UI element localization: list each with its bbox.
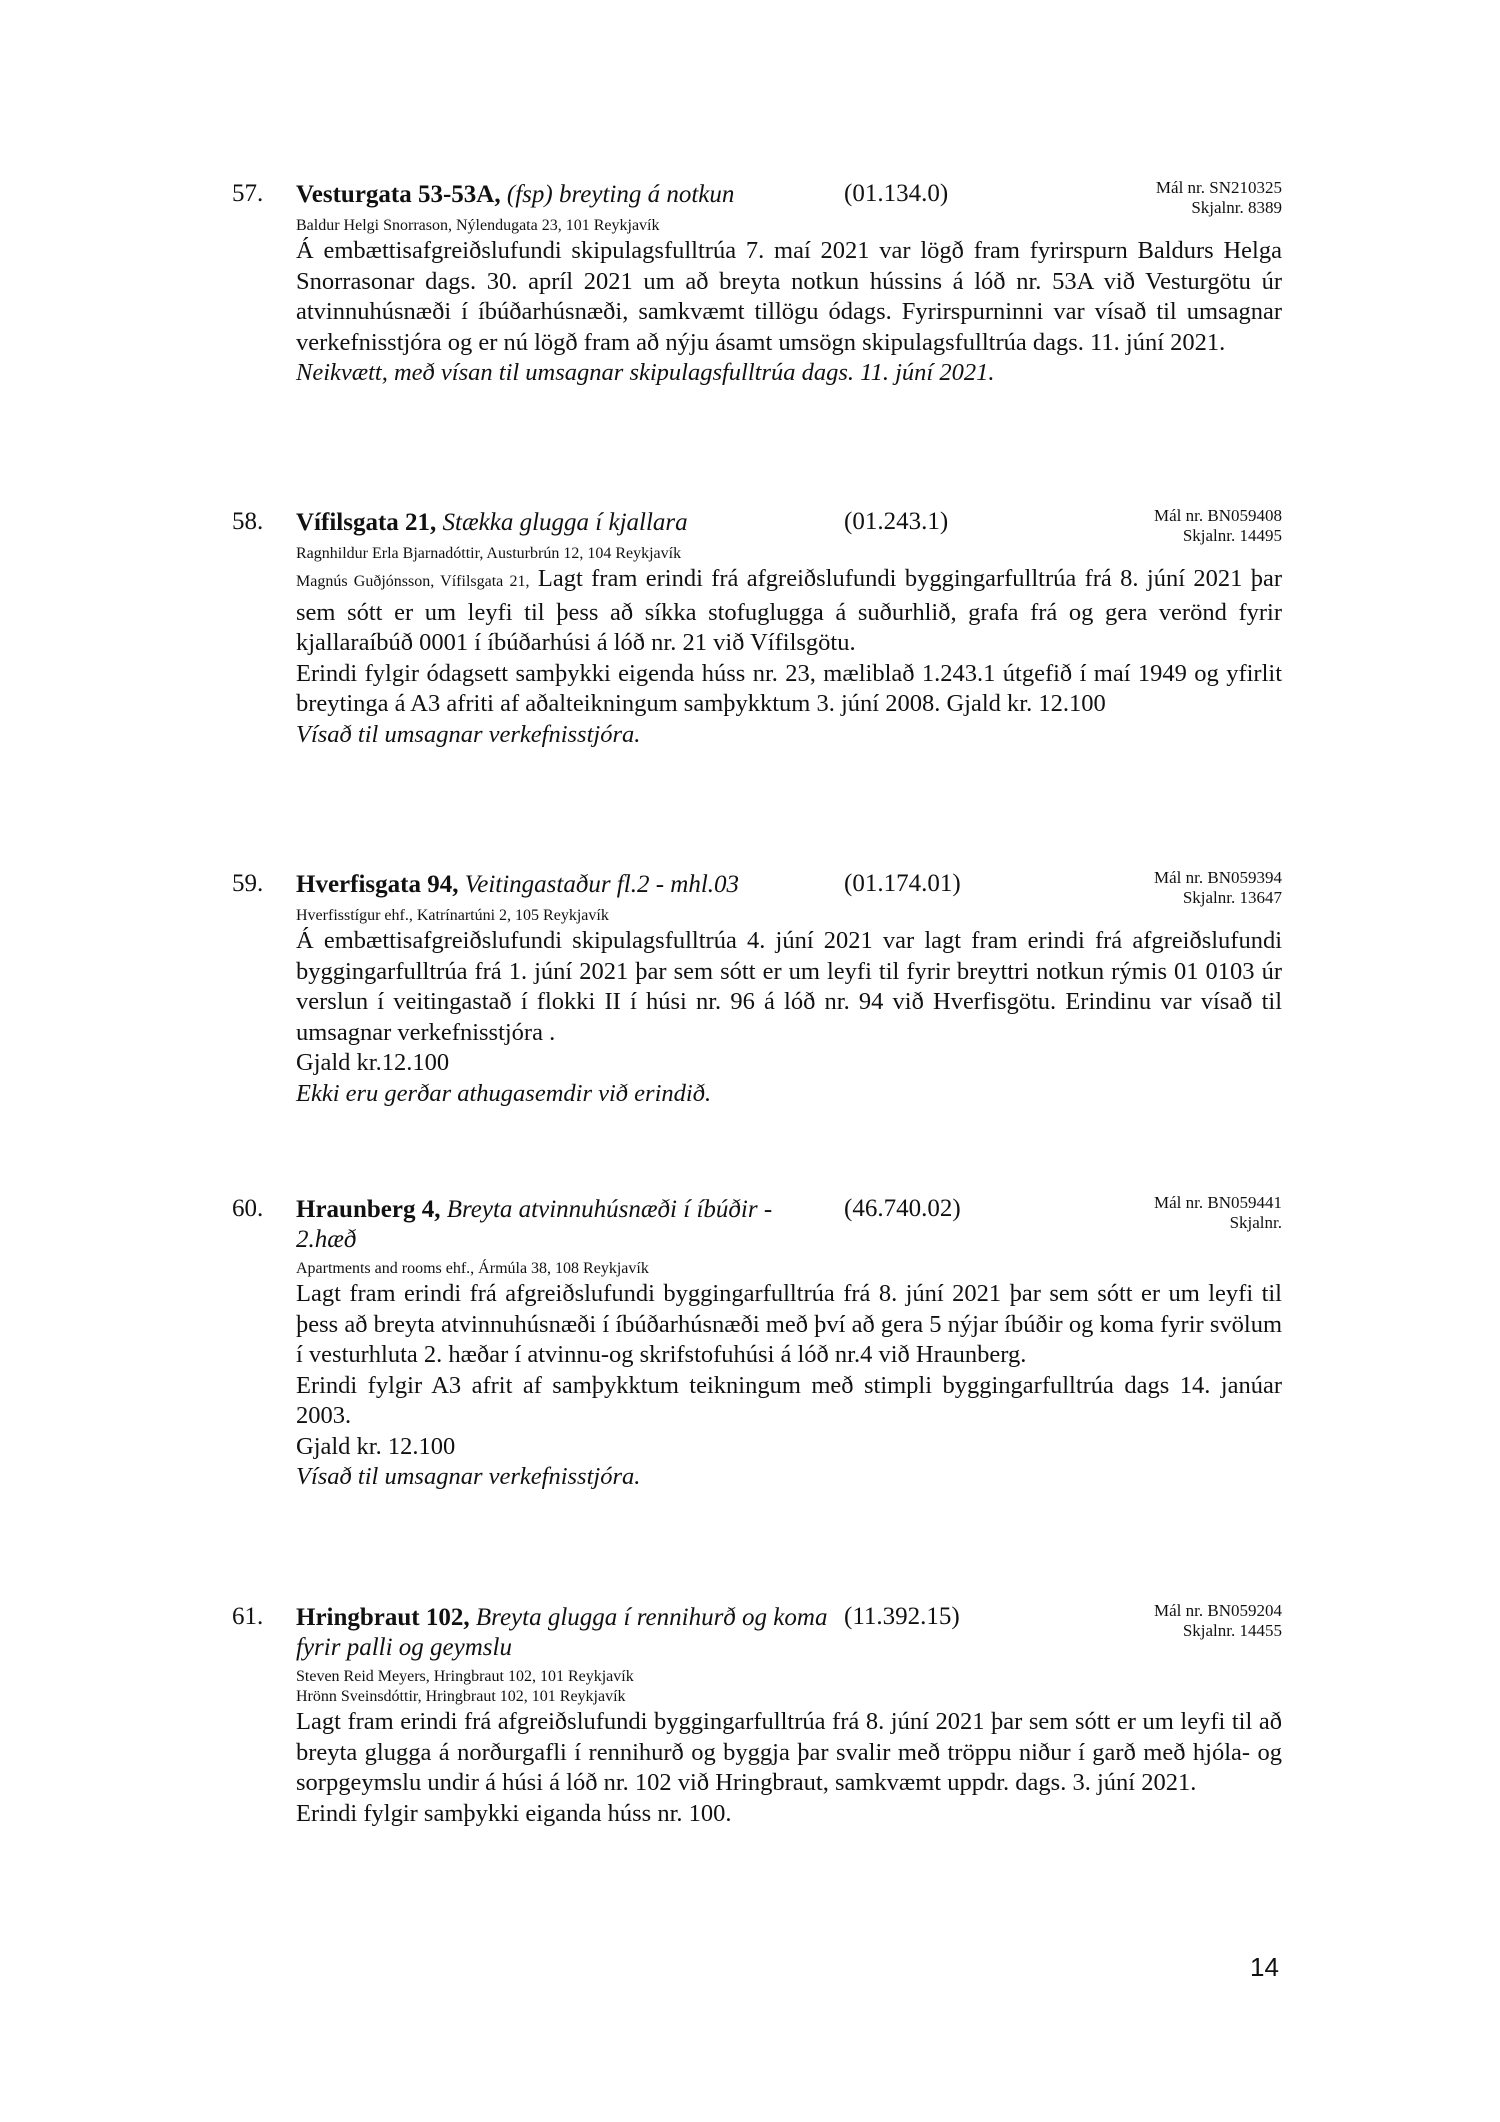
item-verdict: Neikvætt, með vísan til umsagnar skipulagsfulltrúa dags. 11. júní 2021. <box>296 359 995 386</box>
item-refs <box>1154 1193 1282 1233</box>
item-header <box>232 1195 1282 1259</box>
document-number: Skjalnr. 13647 <box>1182 888 1282 907</box>
item-title <box>296 1603 836 1663</box>
applicant: Steven Reid Meyers, Hringbraut 102, 101 Reykjavík <box>296 1668 634 1685</box>
case-number: Mál nr. BN059394 <box>1154 868 1282 887</box>
item-verdict: Ekki eru gerðar athugasemdir við erindið. <box>296 1079 712 1107</box>
item-number: 59. <box>232 870 264 897</box>
item-header <box>232 508 1282 544</box>
item-code: (11.392.15) <box>844 1603 960 1630</box>
item-title <box>296 1195 776 1255</box>
item-subject: Stækka glugga í kjallara <box>442 509 688 536</box>
agenda-item-60 <box>232 1195 1282 1493</box>
item-number: 58. <box>232 508 264 535</box>
item-header <box>232 1603 1282 1667</box>
item-body <box>296 236 1282 358</box>
item-body <box>296 1707 1282 1829</box>
item-address: Vesturgata 53-53A, <box>296 181 501 208</box>
item-address: Vífilsgata 21, <box>296 509 437 536</box>
case-number: Mál nr. SN210325 <box>1155 178 1282 197</box>
body-paragraph: Gjald kr. 12.100 <box>296 1432 456 1460</box>
body-paragraph: Á embættisafgreiðslufundi skipulagsfulltrúa 4. júní 2021 var lagt fram erindi frá afgreiðslufundi byggingarfulltrúa frá 1. júní 2021 þar sem sótt er um leyfi til fyrir breyttri notkun rýmis 01 0103 úr verslun í veitingastað í flokki II í húsi nr. 96 á lóð nr. 94 við Hverfisgötu. Erindinu var vísað til umsagnar verkefnisstjóra . <box>296 927 1282 1046</box>
item-code: (46.740.02) <box>844 1195 961 1222</box>
case-number: Mál nr. BN059408 <box>1154 506 1282 525</box>
agenda-item-59 <box>232 870 1282 1109</box>
body-paragraph: Lagt fram erindi frá afgreiðslufundi byggingarfulltrúa frá 8. júní 2021 þar sem sótt er um leyfi til þess að breyta atvinnuhúsnæði í íbúðarhúsnæði með því að gera 5 nýjar íbúðir og koma fyrir svölum í vesturhluta 2. hæðar í atvinnu-og skrifstofuhúsi á lóð nr.4 við Hraunberg. <box>296 1280 1282 1368</box>
item-address: Hraunberg 4, <box>296 1196 441 1223</box>
item-title <box>296 508 816 538</box>
body-paragraph: Erindi fylgir A3 afrit af samþykktum teikningum með stimpli byggingarfulltrúa dags 14. janúar 2003. <box>296 1371 1282 1429</box>
document-number: Skjalnr. 8389 <box>1191 198 1282 217</box>
item-verdict: Vísað til umsagnar verkefnisstjóra. <box>296 1463 641 1490</box>
case-number: Mál nr. BN059441 <box>1154 1193 1282 1212</box>
item-refs <box>1154 506 1282 546</box>
applicant: Ragnhildur Erla Bjarnadóttir, Austurbrún 12, 104 Reykjavík <box>296 545 682 562</box>
body-text: Lagt fram erindi frá afgreiðslufundi byggingarfulltrúa frá 8. júní 2021 þar sem sótt er um leyfi til þess að síkka stofuglugga á suðurhlið, grafa frá og gera verönd fyrir kjallaraíbúð 0001 í íbúðarhúsi á lóð nr. 21 við Vífilsgötu. <box>296 565 1283 656</box>
item-address: Hringbraut 102, <box>296 1604 470 1631</box>
item-number: 60. <box>232 1195 264 1222</box>
body-paragraph: Gjald kr.12.100 <box>296 1049 450 1076</box>
item-subject: Veitingastaður fl.2 - mhl.03 <box>464 871 740 898</box>
agenda-item-61 <box>232 1603 1282 1829</box>
item-title <box>296 870 816 900</box>
item-subject: Breyta atvinnuhúsnæði í íbúðir - 2.hæð <box>296 1196 773 1253</box>
body-paragraph: Erindi fylgir ódagsett samþykki eigenda húss nr. 23, mæliblað 1.243.1 útgefið í maí 1949 og yfirlit breytinga á A3 afriti af aðalteikningum samþykktum 3. júní 2008. Gjald kr. 12.100 <box>296 659 1282 717</box>
item-refs <box>1154 868 1282 908</box>
item-address: Hverfisgata 94, <box>296 871 459 898</box>
page-number: 14 <box>1250 1952 1279 1982</box>
item-subject: (fsp) breyting á notkun <box>506 181 735 208</box>
item-body <box>296 926 1282 1079</box>
body-paragraph: Á embættisafgreiðslufundi skipulagsfulltrúa 7. maí 2021 var lögð fram fyrirspurn Baldurs Helga Snorrasonar dags. 30. apríl 2021 um að breyta notkun hússins á lóð nr. 53A við Vesturgötu úr atvinnuhúsnæði í íbúðarhúsnæði, samkvæmt tillögu ódags. Fyrirspurninni var vísað til umsagnar verkefnisstjóra og er nú lögð fram að nýju ásamt umsögn skipulagsfulltrúa dags. 11. júní 2021. <box>296 237 1282 356</box>
body-paragraph: Lagt fram erindi frá afgreiðslufundi byggingarfulltrúa frá 8. júní 2021 þar sem sótt er um leyfi til að breyta glugga á norðurgafli í rennihurð og byggja þar svalir með tröppu niður í garð með hjóla- og sorpgeymslu undir á húsi á lóð nr. 102 við Hringbraut, samkvæmt uppdr. dags. 3. júní 2021. <box>296 1708 1282 1796</box>
item-code: (01.174.01) <box>844 870 961 897</box>
applicant: Apartments and rooms ehf., Ármúla 38, 108 Reykjavík <box>296 1260 649 1277</box>
item-title <box>296 180 816 210</box>
item-refs <box>1154 1601 1282 1641</box>
item-subject: Breyta glugga í rennihurð og koma fyrir palli og geymslu <box>296 1604 828 1661</box>
agenda-item-58 <box>232 508 1282 750</box>
case-number: Mál nr. BN059204 <box>1154 1601 1282 1620</box>
body-paragraph <box>296 564 1282 659</box>
item-header <box>232 180 1282 216</box>
document-number: Skjalnr. 14455 <box>1182 1621 1282 1640</box>
inline-applicant: Magnús Guðjónsson, Vífilsgata 21, <box>296 573 530 590</box>
item-code: (01.243.1) <box>844 508 949 535</box>
item-refs <box>1156 178 1282 218</box>
applicant: Baldur Helgi Snorrason, Nýlendugata 23, 101 Reykjavík <box>296 217 660 234</box>
applicant: Hrönn Sveinsdóttir, Hringbraut 102, 101 Reykjavík <box>296 1688 626 1705</box>
document-number: Skjalnr. <box>1229 1213 1282 1232</box>
item-verdict: Vísað til umsagnar verkefnisstjóra. <box>296 720 641 748</box>
agenda-item-57 <box>232 180 1282 389</box>
item-number: 61. <box>232 1603 264 1630</box>
item-number: 57. <box>232 180 264 207</box>
item-header <box>232 870 1282 906</box>
body-paragraph: Erindi fylgir samþykki eiganda húss nr. 100. <box>296 1799 732 1827</box>
applicant: Hverfisstígur ehf., Katrínartúni 2, 105 Reykjavík <box>296 907 609 924</box>
item-code: (01.134.0) <box>844 180 949 207</box>
item-body <box>296 1279 1282 1462</box>
item-body <box>296 564 1282 720</box>
document-number: Skjalnr. 14495 <box>1182 526 1282 545</box>
